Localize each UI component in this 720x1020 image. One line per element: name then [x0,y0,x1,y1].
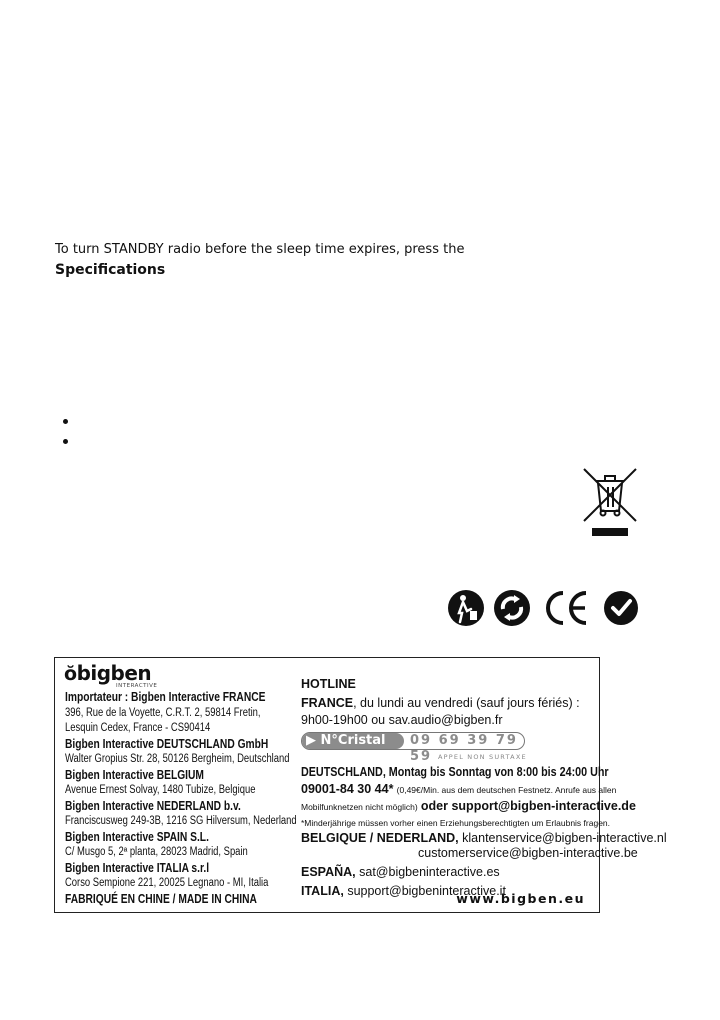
cristal-label-text: N°Cristal [320,733,386,748]
website-link[interactable]: www.bigben.eu [456,891,585,906]
benelux-line [301,831,667,845]
germany-email-line [301,799,636,814]
bullet-point [63,419,68,424]
logo-wordmark: bigben [76,661,152,685]
checkmark-icon [603,590,639,626]
italy-email: support@bigbeninteractive.it [347,884,506,898]
benelux-label: BELGIQUE / NEDERLAND, [301,831,459,845]
france-label: FRANCE [301,696,354,710]
benelux-email-nl: klantenservice@bigben-interactive.nl [462,831,667,845]
company-address: Corso Sempione 221, 20025 Legnano - MI, Italia [65,877,269,889]
company-name: FABRIQUÉ EN CHINE / MADE IN CHINA [65,891,257,906]
cristal-note: APPEL NON SURTAXE [438,753,527,761]
specifications-heading: Specifications [55,262,166,278]
company-name: Bigben Interactive SPAIN S.L. [65,829,209,844]
company-name: Bigben Interactive DEUTSCHLAND GmbH [65,736,269,751]
germany-mobile-note: Mobilfunknetzen nicht möglich) [301,802,418,812]
logo-subtitle: INTERACTIVE [116,683,158,689]
germany-email: oder support@bigben-interactive.de [420,799,636,813]
tidyman-icon [447,589,485,627]
bullet-point [63,439,68,444]
weee-bin-icon [580,465,640,537]
france-hours: 9h00-19h00 ou sav.audio@bigben.fr [301,713,503,727]
germany-phone: 09001-84 30 44* [301,782,394,796]
company-name: Bigben Interactive ITALIA s.r.l [65,860,210,875]
bigben-logo: ŏbigben INTERACTIVE [64,661,158,689]
cristal-phone-number: 09 69 39 79 59 [410,733,518,764]
spain-email: sat@bigbeninteractive.es [359,865,500,879]
company-address: Franciscusweg 249-3B, 1216 SG Hilversum, Nederland [65,815,297,827]
company-name: Bigben Interactive NEDERLAND b.v. [65,798,241,813]
ce-mark-icon [543,590,589,626]
company-address: Walter Gropius Str. 28, 50126 Bergheim, Deutschland [65,753,290,765]
germany-hotline: DEUTSCHLAND, Montag bis Sonntag von 8:00 bis 24:00 Uhr [301,765,609,779]
company-name: Importateur : Bigben Interactive FRANCE [65,690,266,704]
france-hotline [301,696,580,710]
contact-info-box [54,657,667,913]
company-address: C/ Musgo 5, 2ª planta, 28023 Madrid, Spain [65,846,248,858]
germany-phone-line [301,782,616,797]
cristal-label: ▶ N°Cristal [302,733,404,749]
benelux-email-be: customerservice@bigben-interactive.be [418,846,638,860]
company-address: Avenue Ernest Solvay, 1480 Tubize, Belgique [65,784,256,796]
germany-phone-note: (0,49€/Min. aus dem deutschen Festnetz. Anrufe aus allen [396,785,617,795]
france-days: , du lundi au vendredi (sauf jours fériés) : [353,696,580,710]
company-name: Bigben Interactive BELGIUM [65,767,204,782]
company-address: 396, Rue de la Voyette, C.R.T. 2, 59814 Fretin, [65,706,261,719]
hotline-label: HOTLINE [301,677,356,691]
company-address: Lesquin Cedex, France - CS90414 [65,722,211,734]
italy-label: ITALIA, [301,884,344,898]
green-dot-icon [493,589,531,627]
spain-label: ESPAÑA, [301,865,356,879]
spain-line [301,865,500,879]
germany-minor-note: *Minderjährige müssen vorher einen Erziehungsberechtigten um Erlaubnis fragen. [301,818,611,828]
standby-instruction: To turn STANDBY radio before the sleep time expires, press the [55,242,465,257]
